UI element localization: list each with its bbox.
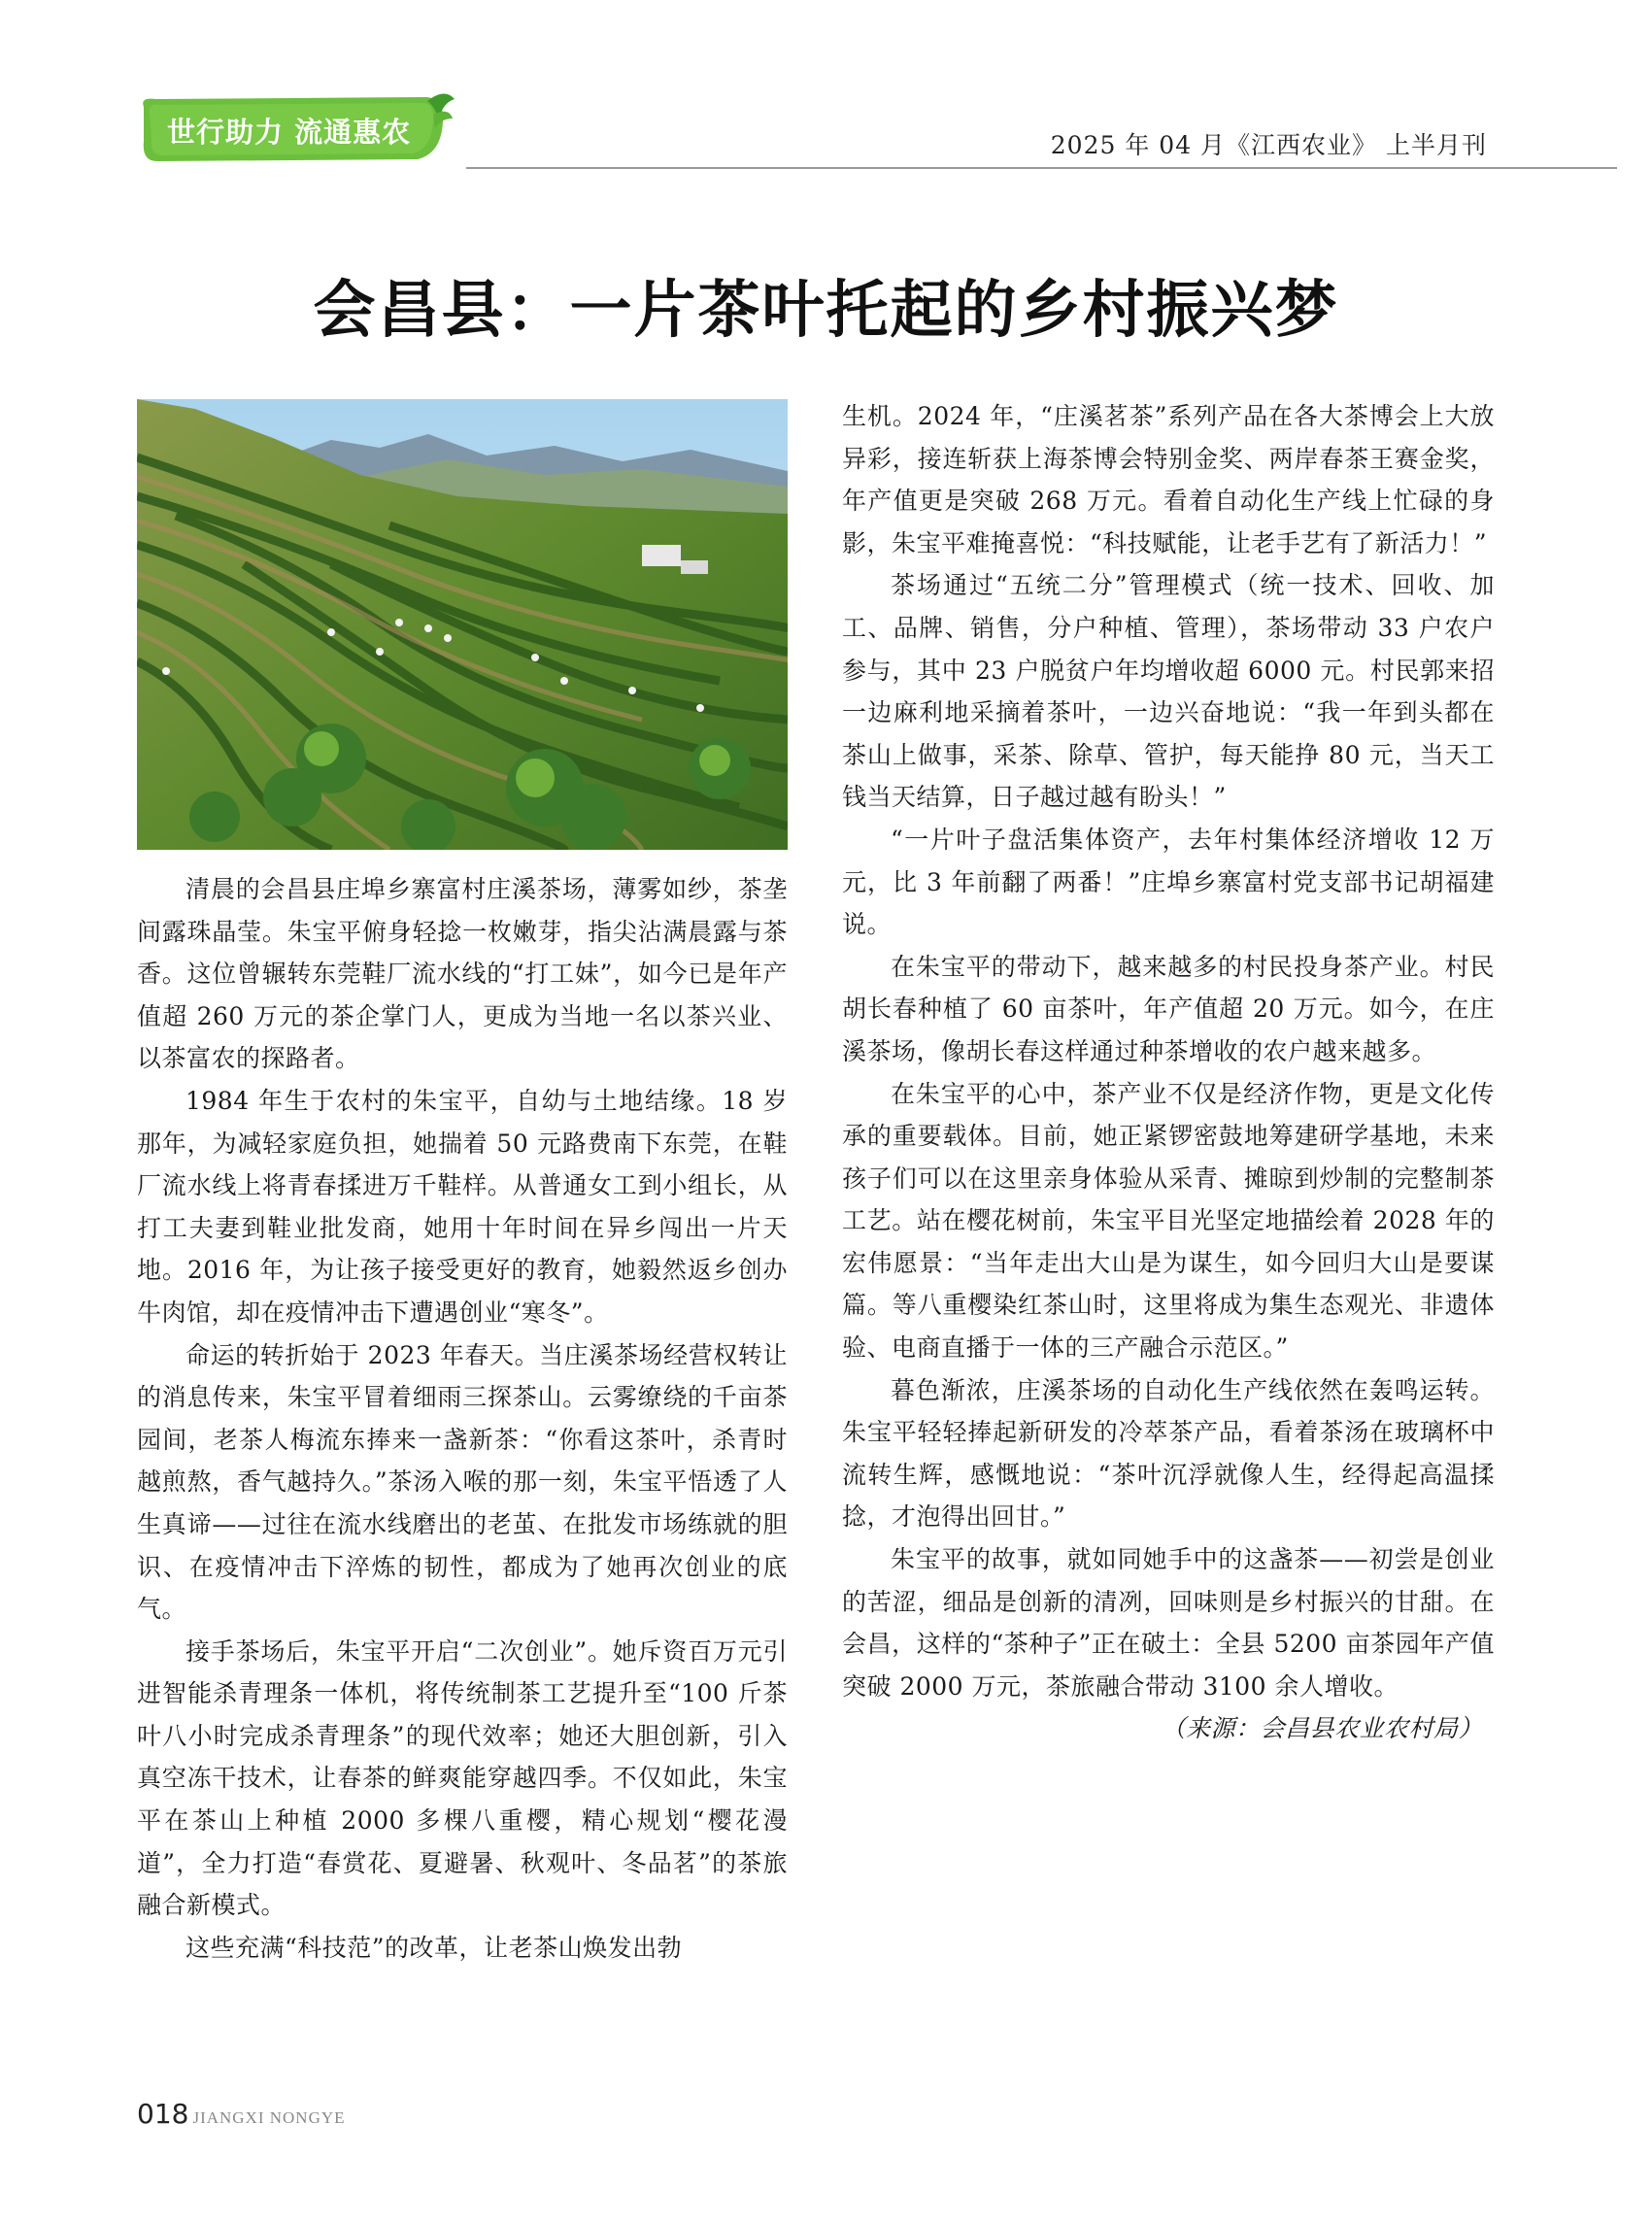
article-column-right	[842, 395, 1495, 1750]
paragraph: 清晨的会昌县庄埠乡寨富村庄溪茶场，薄雾如纱，茶垄间露珠晶莹。朱宝平俯身轻捻一枚嫩芽，指尖沾满晨露与茶香。这位曾辗转东莞鞋厂流水线的“打工妹”，如今已是年产值超 260 万元的茶企掌门人，更成为当地一名以茶兴业、以茶富农的探路者。	[137, 875, 788, 1073]
page-footer	[137, 2098, 346, 2130]
journal-name: JIANGXI NONGYE	[192, 2108, 346, 2127]
section-badge-text: 世行助力 流通惠农	[167, 116, 412, 149]
paragraph: 暮色渐浓，庄溪茶场的自动化生产线依然在轰鸣运转。朱宝平轻轻捧起新研发的冷萃茶产品，看着茶汤在玻璃杯中流转生辉，感慨地说：“茶叶沉浮就像人生，经得起高温揉捻，才泡得出回甘。”	[842, 1375, 1495, 1532]
header-divider	[466, 167, 1617, 169]
tea-plantation-photo	[137, 399, 788, 850]
issue-info: 2025 年 04 月《江西农业》 上半月刊	[1050, 131, 1487, 159]
article-title: 会昌县：一片茶叶托起的乡村振兴梦	[313, 275, 1339, 347]
paragraph: 在朱宝平的带动下，越来越多的村民投身茶产业。村民胡长春种植了 60 亩茶叶，年产值超 20 万元。如今，在庄溪茶场，像胡长春这样通过种茶增收的农户越来越多。	[842, 952, 1495, 1065]
article-column-left	[137, 868, 788, 1969]
paragraph: 这些充满“科技范”的改革，让老茶山焕发出勃	[185, 1933, 683, 1962]
paragraph: “一片叶子盘活集体资产，去年村集体经济增收 12 万元，比 3 年前翻了两番！”庄埠乡寨富村党支部书记胡福建说。	[842, 825, 1495, 939]
paragraph: 在朱宝平的心中，茶产业不仅是经济作物，更是文化传承的重要载体。目前，她正紧锣密鼓地筹建研学基地，未来孩子们可以在这里亲身体验从采青、摊晾到炒制的完整制茶工艺。站在樱花树前，朱宝平目光坚定地描绘着 2028 年的宏伟愿景：“当年走出大山是为谋生，如今回归大山是要谋篇。等八重樱染红茶山时，这里将成为集生态观光、非遗体验、电商直播于一体的三产融合示范区。”	[842, 1079, 1495, 1363]
paragraph: 接手茶场后，朱宝平开启“二次创业”。她斥资百万元引进智能杀青理条一体机，将传统制茶工艺提升至“100 斤茶叶八小时完成杀青理条”的现代效率；她还大胆创新，引入真空冻干技术，让春茶的鲜爽能穿越四季。不仅如此，朱宝平在茶山上种植 2000 多棵八重樱，精心规划“樱花漫道”，全力打造“春赏花、夏避暑、秋观叶、冬品茗”的茶旅融合新模式。	[137, 1636, 788, 1920]
page-number: 018	[137, 2098, 189, 2130]
paragraph: 命运的转折始于 2023 年春天。当庄溪茶场经营权转让的消息传来，朱宝平冒着细雨三探茶山。云雾缭绕的千亩茶园间，老茶人梅流东捧来一盏新茶：“你看这茶叶，杀青时越煎熬，香气越持久。”茶汤入喉的那一刻，朱宝平悟透了人生真谛——过往在流水线磨出的老茧、在批发市场练就的胆识、在疫情冲击下淬炼的韧性，都成为了她再次创业的底气。	[137, 1340, 788, 1624]
paragraph: 朱宝平的故事，就如同她手中的这盏茶——初尝是创业的苦涩，细品是创新的清冽，回味则是乡村振兴的甘甜。在会昌，这样的“茶种子”正在破土：全县 5200 亩茶园年产值突破 2000 万元，茶旅融合带动 3100 余人增收。	[842, 1545, 1495, 1701]
paragraph: 1984 年生于农村的朱宝平，自幼与土地结缘。18 岁那年，为减轻家庭负担，她揣着 50 元路费南下东莞，在鞋厂流水线上将青春揉进万千鞋样。从普通女工到小组长，从打工夫妻到鞋业批发商，她用十年时间在异乡闯出一片天地。2016 年，为让孩子接受更好的教育，她毅然返乡创办牛肉馆，却在疫情冲击下遭遇创业“寒冬”。	[137, 1086, 788, 1327]
section-badge	[136, 93, 456, 165]
paragraph: 生机。2024 年，“庄溪茗茶”系列产品在各大茶博会上大放异彩，接连斩获上海茶博会特别金奖、两岸春茶王赛金奖，年产值更是突破 268 万元。看着自动化生产线上忙碌的身影，朱宝平难掩喜悦：“科技赋能，让老手艺有了新活力！”	[842, 402, 1495, 557]
paragraph: 茶场通过“五统二分”管理模式（统一技术、回收、加工、品牌、销售，分户种植、管理），茶场带动 33 户农户参与，其中 23 户脱贫户年均增收超 6000 元。村民郭来招一边麻利地采摘着茶叶，一边兴奋地说：“我一年到头都在茶山上做事，采茶、除草、管护，每天能挣 80 元，当天工钱当天结算，日子越过越有盼头！”	[842, 571, 1495, 812]
source-credit: （来源：会昌县农业农村局）	[1161, 1714, 1483, 1743]
